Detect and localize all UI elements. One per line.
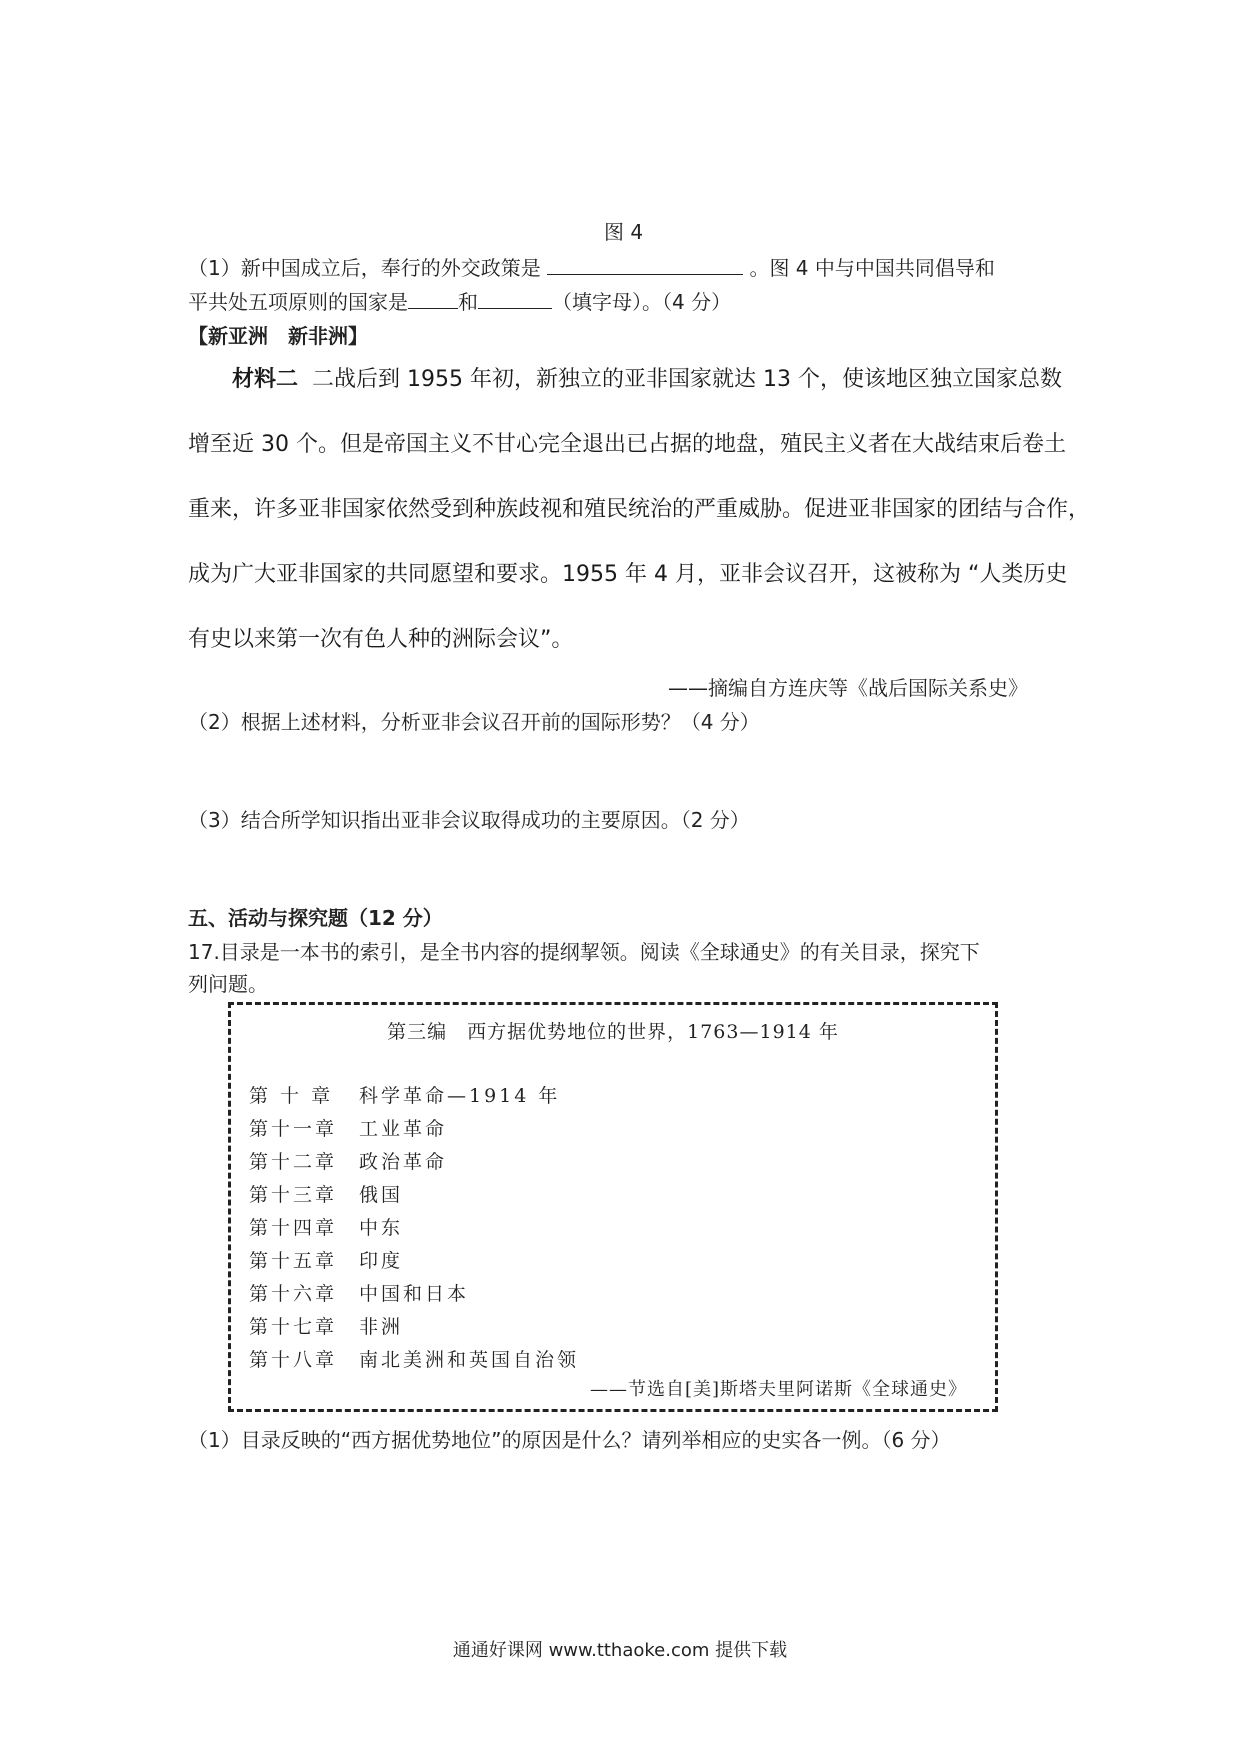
question-1-text-a: （1）新中国成立后，奉行的外交政策是 (188, 256, 548, 280)
toc-row (249, 1081, 560, 1108)
toc-chapter-number: 第十一章 (249, 1118, 338, 1140)
toc-chapter-number: 第 十 章 (249, 1085, 334, 1107)
section-heading: 【新亚洲 新非洲】 (188, 324, 368, 348)
question-17-line-1: 17.目录是一本书的索引，是全书内容的提纲挈领。阅读《全球通史》的有关目录，探究下 (188, 940, 980, 964)
toc-row (249, 1246, 403, 1273)
toc-chapter-name: 南北美洲和英国自治领 (359, 1349, 580, 1371)
material-line-2: 增至近 30 个。但是帝国主义不甘心完全退出已占据的地盘，殖民主义者在大战结束后卷土 (188, 432, 1066, 457)
toc-chapter-number: 第十五章 (249, 1250, 338, 1272)
material-line-1 (232, 365, 1062, 395)
material-line-5: 有史以来第一次有色人种的洲际会议”。 (188, 627, 574, 652)
toc-chapter-number: 第十六章 (249, 1283, 338, 1305)
toc-chapter-name: 非洲 (359, 1316, 404, 1338)
toc-row (249, 1213, 403, 1240)
toc-row (249, 1114, 447, 1141)
toc-row (249, 1312, 403, 1339)
part-5-heading: 五、活动与探究题（12 分） (188, 906, 443, 930)
toc-row (249, 1180, 403, 1207)
toc-chapter-name: 俄国 (359, 1184, 404, 1206)
toc-chapter-number: 第十七章 (249, 1316, 338, 1338)
material-text-1: 二战后到 1955 年初，新独立的亚非国家就达 13 个，使该地区独立国家总数 (312, 367, 1062, 392)
question-17-1: （1）目录反映的“西方据优势地位”的原因是什么？请列举相应的史实各一例。（6 分） (188, 1428, 951, 1452)
material-label: 材料二 (232, 367, 299, 392)
answer-blank-country-2[interactable] (478, 290, 552, 309)
toc-chapter-name: 印度 (359, 1250, 404, 1272)
toc-title: 第三编 西方据优势地位的世界，1763—1914 年 (387, 1021, 839, 1043)
toc-box (228, 1002, 998, 1412)
toc-row (249, 1279, 469, 1306)
material-source: ——摘编自方连庆等《战后国际关系史》 (668, 676, 1028, 700)
question-1-line-1 (188, 254, 995, 282)
toc-chapter-number: 第十四章 (249, 1217, 338, 1239)
toc-chapter-name: 中国和日本 (359, 1283, 470, 1305)
toc-source: ——节选自[美]斯塔夫里阿诺斯《全球通史》 (589, 1379, 967, 1400)
toc-chapter-number: 第十八章 (249, 1349, 338, 1371)
toc-chapter-name: 中东 (359, 1217, 404, 1239)
question-17-line-2: 列问题。 (188, 972, 268, 996)
toc-chapter-name: 工业革命 (359, 1118, 448, 1140)
material-line-3: 重来，许多亚非国家依然受到种族歧视和殖民统治的严重威胁。促进亚非国家的团结与合作， (188, 497, 1091, 522)
material-line-4: 成为广大亚非国家的共同愿望和要求。1955 年 4 月，亚非会议召开，这被称为 “人类历史 (188, 562, 1068, 587)
toc-row (249, 1345, 579, 1372)
toc-chapter-name: 政治革命 (359, 1151, 448, 1173)
answer-blank-country-1[interactable] (408, 290, 458, 309)
toc-chapter-name: 科学革命—1914 年 (359, 1085, 561, 1107)
footer: 通通好课网 www.tthaoke.com 提供下载 (452, 1640, 788, 1661)
question-1-line-2 (188, 288, 731, 316)
question-3: （3）结合所学知识指出亚非会议取得成功的主要原因。（2 分） (188, 808, 750, 832)
question-1-text-e: （填字母）。（4 分） (552, 290, 732, 314)
toc-row (249, 1147, 447, 1174)
answer-blank-policy[interactable] (547, 256, 743, 275)
toc-chapter-number: 第十三章 (249, 1184, 338, 1206)
toc-chapter-number: 第十二章 (249, 1151, 338, 1173)
figure-caption: 图 4 (604, 220, 644, 244)
question-1-text-d: 和 (458, 290, 478, 314)
question-1-text-b: 。图 4 中与中国共同倡导和 (743, 256, 995, 280)
question-2: （2）根据上述材料，分析亚非会议召开前的国际形势？（4 分） (188, 710, 760, 734)
question-1-text-c: 平共处五项原则的国家是 (188, 290, 408, 314)
